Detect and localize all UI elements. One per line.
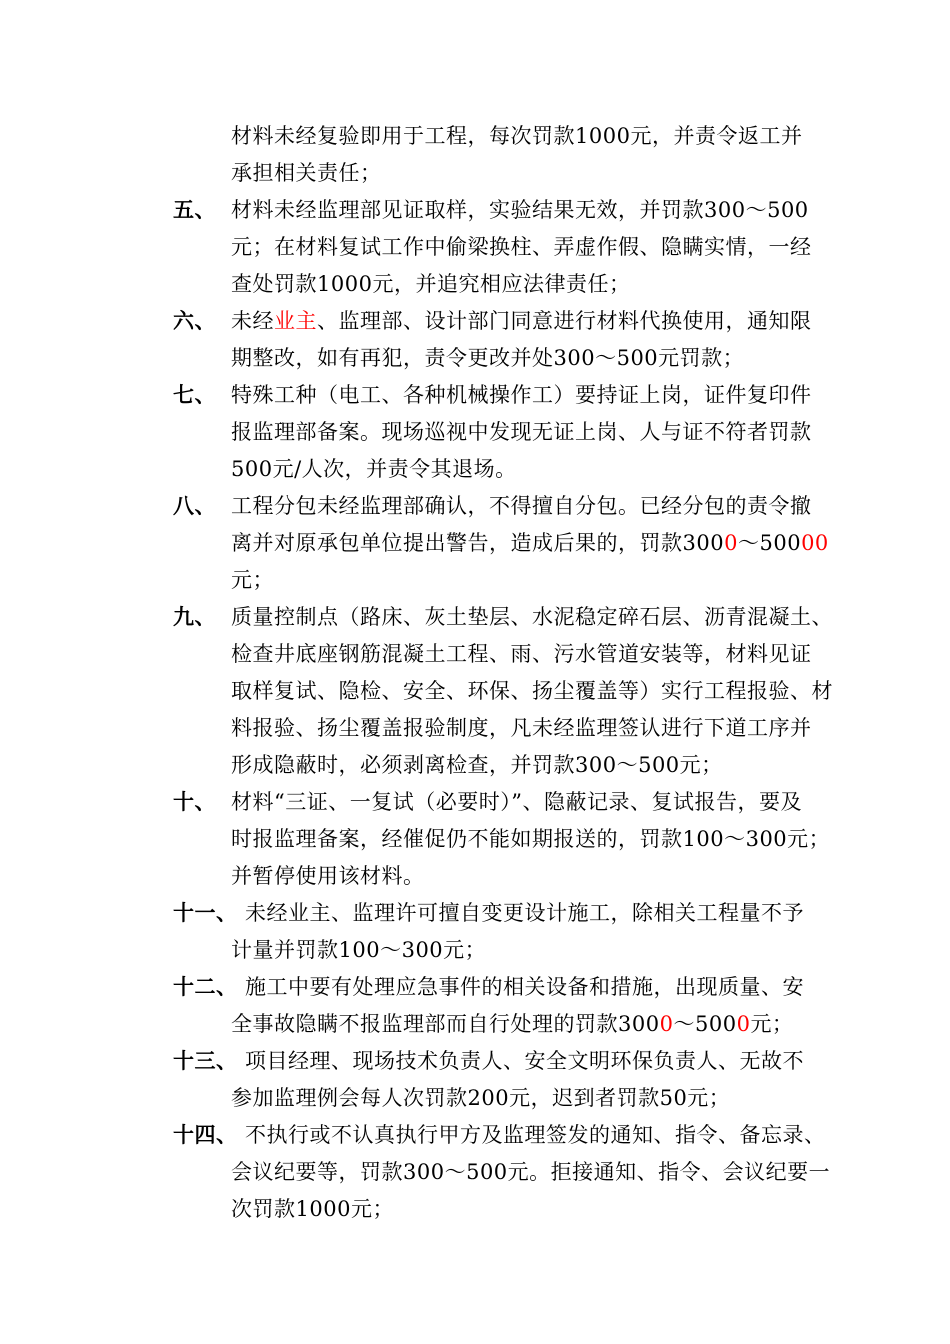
text-line: 承担相关责任； — [231, 161, 382, 185]
clause-number: 十二、 — [173, 975, 238, 999]
clause-body — [173, 599, 833, 784]
text-segment: 未经 — [231, 309, 274, 333]
text-line: 查处罚款1000元，并追究相应法律责任； — [231, 272, 631, 296]
text-line: 会议纪要等，罚款300～500元。拒接通知、指令、会议纪要一 — [231, 1160, 831, 1184]
text-line — [231, 303, 821, 340]
clause-number: 十、 — [173, 790, 216, 814]
text-line: 元；在材料复试工作中偷梁换柱、弄虚作假、隐瞒实情，一经 — [231, 235, 812, 259]
text-line: 形成隐蔽时，必须剥离检查，并罚款300～500元； — [231, 753, 723, 777]
highlighted-text: 业主 — [274, 309, 317, 333]
clause-9 — [173, 599, 833, 784]
clause-5 — [173, 192, 821, 303]
text-line — [231, 1006, 821, 1043]
clause-body — [173, 969, 821, 1043]
text-line: 项目经理、现场技术负责人、安全文明环保负责人、无故不 — [245, 1049, 804, 1073]
clause-body — [173, 1117, 831, 1228]
clause-body — [173, 784, 831, 895]
clause-number: 十四、 — [173, 1123, 238, 1147]
text-line: 材料未经监理部见证取样，实验结果无效，并罚款300～500 — [231, 198, 809, 222]
text-line: 特殊工种（电工、各种机械操作工）要持证上岗，证件复印件 — [231, 383, 812, 407]
text-line: 施工中要有处理应急事件的相关设备和措施，出现质量、安 — [245, 975, 804, 999]
clause-12 — [173, 969, 821, 1043]
clause-8 — [173, 488, 829, 599]
text-line: 计量并罚款100～300元； — [231, 938, 487, 962]
text-line: 报监理部备案。现场巡视中发现无证上岗、人与证不符者罚款 — [231, 420, 812, 444]
text-segment: 元； — [750, 1012, 794, 1036]
text-line: 时报监理备案，经催促仍不能如期报送的，罚款100～300元； — [231, 827, 831, 851]
clause-continuation — [231, 118, 821, 192]
clause-body — [173, 895, 821, 969]
highlighted-text: 0 — [736, 1012, 751, 1036]
text-line: 质量控制点（路床、灰土垫层、水泥稳定碎石层、沥青混凝土、 — [231, 605, 833, 629]
text-line: 不执行或不认真执行甲方及监理签发的通知、指令、备忘录、 — [245, 1123, 826, 1147]
text-line: 期整改，如有再犯，责令更改并处300～500元罚款； — [231, 346, 745, 370]
highlighted-text: 0 — [659, 1012, 674, 1036]
text-line: 工程分包未经监理部确认，不得擅自分包。已经分包的责令撤 — [231, 494, 812, 518]
clause-11 — [173, 895, 821, 969]
text-line: 元； — [231, 568, 274, 592]
text-line: 500元/人次，并责令其退场。 — [231, 457, 517, 481]
clause-number: 六、 — [173, 309, 216, 333]
text-line: 次罚款1000元； — [231, 1197, 394, 1221]
text-line — [231, 525, 829, 562]
clause-6 — [173, 303, 821, 377]
text-line: 取样复试、隐检、安全、环保、扬尘覆盖等）实行工程报验、材 — [231, 679, 833, 703]
clause-10 — [173, 784, 831, 895]
clause-body — [173, 488, 829, 599]
clause-14 — [173, 1117, 831, 1228]
clause-body — [173, 1043, 821, 1117]
text-line: 材料未经复验即用于工程，每次罚款1000元，并责令返工并 — [231, 124, 803, 148]
text-line: 参加监理例会每人次罚款200元，迟到者罚款50元； — [231, 1086, 731, 1110]
clause-number: 八、 — [173, 494, 216, 518]
text-segment: 离并对原承包单位提出警告，造成后果的，罚款300 — [231, 531, 725, 555]
clause-number: 七、 — [173, 383, 216, 407]
text-line: 并暂停使用该材料。 — [231, 864, 425, 888]
text-segment: 、监理部、设计部门同意进行材料代换使用，通知限 — [317, 309, 812, 333]
clause-13 — [173, 1043, 821, 1117]
text-line: 未经业主、监理许可擅自变更设计施工，除相关工程量不予 — [245, 901, 804, 925]
clause-7 — [173, 377, 821, 488]
text-segment: 全事故隐瞒不报监理部而自行处理的罚款300 — [231, 1012, 660, 1036]
clause-number: 十三、 — [173, 1049, 238, 1073]
highlighted-text: 00 — [801, 531, 829, 555]
clause-number: 五、 — [173, 198, 216, 222]
text-line: 料报验、扬尘覆盖报验制度，凡未经监理签认进行下道工序并 — [231, 716, 812, 740]
text-segment: ～500 — [737, 531, 802, 555]
clause-number: 九、 — [173, 605, 216, 629]
text-line: 检查井底座钢筋混凝土工程、雨、污水管道安装等，材料见证 — [231, 642, 812, 666]
text-segment: ～500 — [673, 1012, 737, 1036]
clause-body — [173, 303, 821, 377]
clause-body — [173, 377, 821, 488]
clause-number: 十一、 — [173, 901, 238, 925]
highlighted-text: 0 — [724, 531, 738, 555]
clause-body — [173, 192, 821, 303]
text-line: 材料“三证、一复试（必要时）”、隐蔽记录、复试报告，要及 — [231, 790, 802, 814]
